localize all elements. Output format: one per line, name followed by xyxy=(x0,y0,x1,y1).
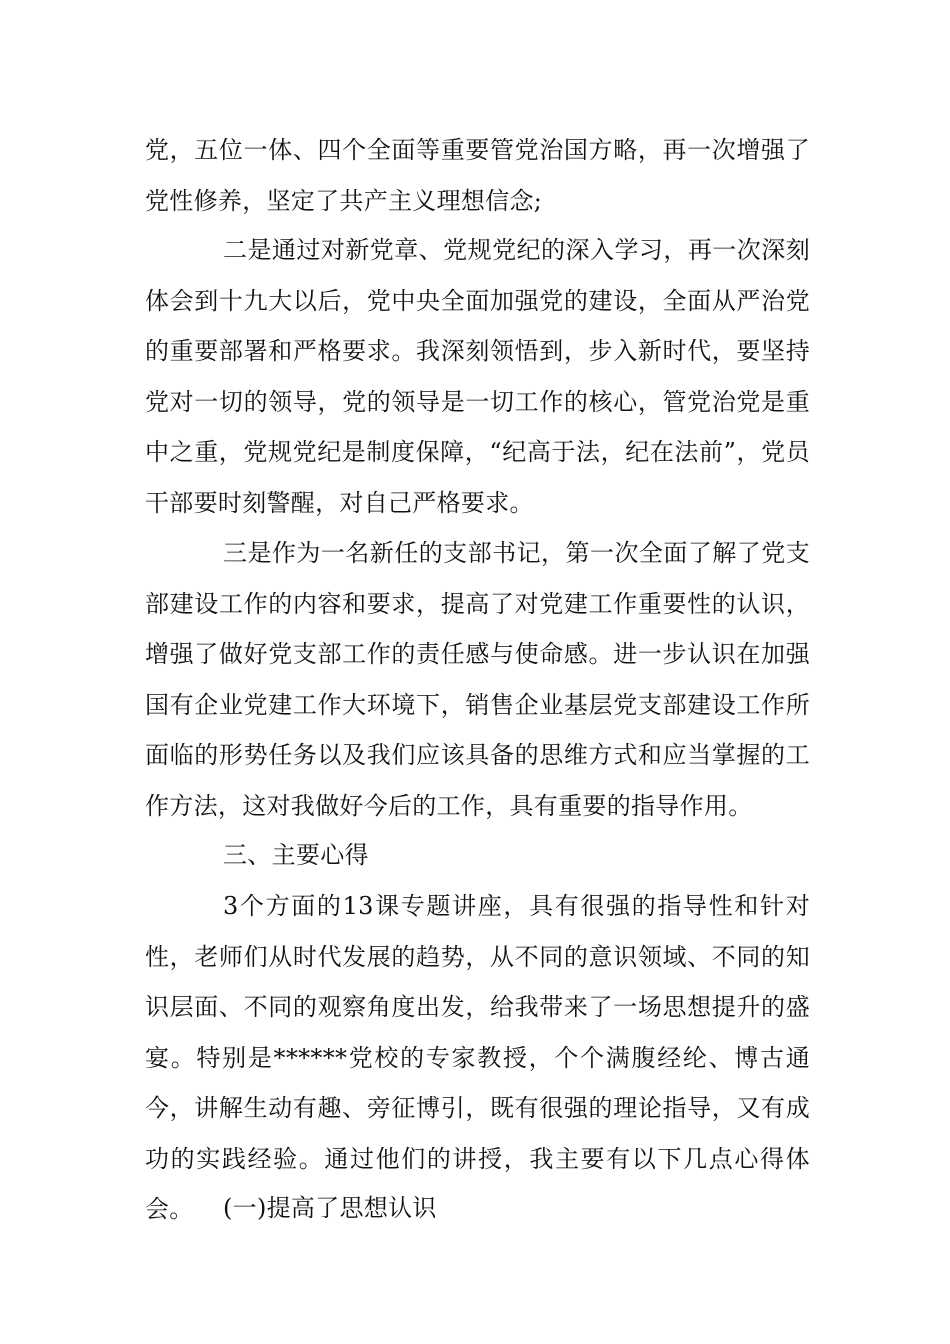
paragraph-point-three: 三是作为一名新任的支部书记，第一次全面了解了党支部建设工作的内容和要求，提高了对党建工作重要性的认识，增强了做好党支部工作的责任感与使命感。进一步认识在加强国有企业党建工作大环境下，销售企业基层党支部建设工作所面临的形势任务以及我们应该具备的思维方式和应当掌握的工作方法，这对我做好今后的工作，具有重要的指导作用。 xyxy=(145,539,810,820)
paragraph-lectures: 3个方面的13课专题讲座，具有很强的指导性和针对性，老师们从时代发展的趋势，从不同的意识领域、不同的知识层面、不同的观察角度出发，给我带来了一场思想提升的盛宴。特别是******党校的专家教授，个个满腹经纶、博古通今，讲解生动有趣、旁征博引，既有很强的理论指导，又有成功的实践经验。通过他们的讲授，我主要有以下几点心得体会。 xyxy=(145,892,810,1223)
paragraph-continuation: 党，五位一体、四个全面等重要管党治国方略，再一次增强了党性修养，坚定了共产主义理想信念; xyxy=(145,136,810,215)
paragraph-point-two: 二是通过对新党章、党规党纪的深入学习，再一次深刻体会到十九大以后，党中央全面加强党的建设，全面从严治党的重要部署和严格要求。我深刻领悟到，步入新时代，要坚持党对一切的领导，党的领导是一切工作的核心，管党治党是重中之重，党规党纪是制度保障，“纪高于法，纪在法前”，党员干部要时刻警醒，对自己严格要求。 xyxy=(145,236,810,517)
section-heading-main-insights: 三、主要心得 xyxy=(223,841,369,869)
subheading-thinking: (一)提高了思想认识 xyxy=(223,1194,437,1222)
